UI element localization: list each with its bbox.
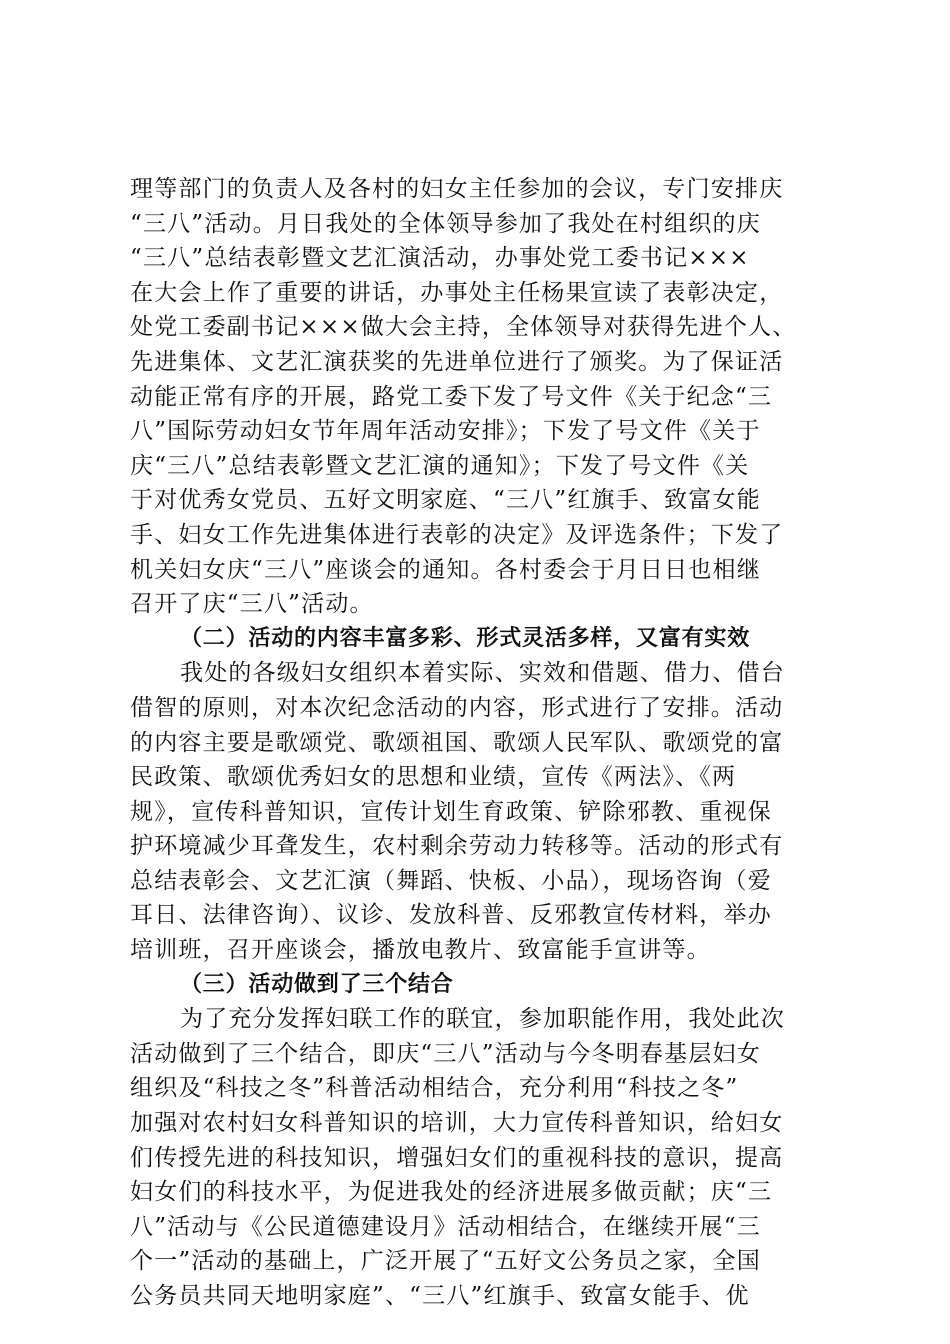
section-heading-3: （三）活动做到了三个结合 bbox=[180, 971, 454, 997]
body-line: 总结表彰会、文艺汇演（舞蹈、快板、小品），现场咨询（爱 bbox=[130, 867, 772, 894]
body-line: 借智的原则，对本次纪念活动的内容，形式进行了安排。活动 bbox=[130, 694, 784, 721]
body-line: 动能正常有序的开展，路党工委下发了号文件《关于纪念“三 bbox=[130, 383, 773, 410]
body-line: 八”活动与《公民道德建设月》活动相结合，在继续开展“三 bbox=[130, 1213, 761, 1240]
body-line: 妇女们的科技水平，为促进我处的经济进展多做贡献；庆“三 bbox=[130, 1179, 773, 1206]
body-line: “三八”总结表彰暨文艺汇演活动，办事处党工委书记××× bbox=[130, 245, 750, 272]
body-line: “三八”活动。月日我处的全体领导参加了我处在村组织的庆 bbox=[130, 210, 761, 237]
body-line: 召开了庆“三八”活动。 bbox=[130, 591, 374, 618]
body-line: 培训班，召开座谈会，播放电教片、致富能手宣讲等。 bbox=[130, 937, 711, 964]
paragraph-first-line: 我处的各级妇女组织本着实际、实效和借题、借力、借台 bbox=[180, 660, 785, 687]
body-line: 规》，宣传科普知识，宣传计划生育政策、铲除邪教、重视保 bbox=[130, 798, 772, 825]
body-line: 个一”活动的基础上，广泛开展了“五好文公务员之家，全国 bbox=[130, 1248, 761, 1275]
body-line: 们传授先进的科技知识，增强妇女们的重视科技的意识，提高 bbox=[130, 1144, 784, 1171]
paragraph-first-line: 为了充分发挥妇联工作的联宜，参加职能作用，我处此次 bbox=[180, 1006, 785, 1033]
body-line: 理等部门的负责人及各村的妇女主任参加的会议，专门安排庆 bbox=[130, 176, 784, 202]
body-line: 组织及“科技之冬”科普活动相结合，充分利用“科技之冬” bbox=[130, 1075, 739, 1102]
body-line: 八”国际劳动妇女节年周年活动安排》；下发了号文件《关于 bbox=[130, 418, 761, 445]
body-line: 手、妇女工作先进集体进行表彰的决定》及评选条件；下发了 bbox=[130, 521, 784, 548]
body-line: 加强对农村妇女科普知识的培训，大力宣传科普知识，给妇女 bbox=[130, 1110, 784, 1137]
body-line: 在大会上作了重要的讲话，办事处主任杨果宣读了表彰决定， bbox=[130, 279, 784, 306]
body-line: 处党工委副书记×××做大会主持，全体领导对获得先进个人、 bbox=[130, 314, 797, 341]
body-line: 先进集体、文艺汇演获奖的先进单位进行了颁奖。为了保证活 bbox=[130, 348, 784, 375]
body-line: 护环境减少耳聋发生，农村剩余劳动力转移等。活动的形式有 bbox=[130, 833, 784, 860]
body-line: 活动做到了三个结合，即庆“三八”活动与今冬明春基层妇女 bbox=[130, 1040, 761, 1067]
body-line: 的内容主要是歌颂党、歌颂祖国、歌颂人民军队、歌颂党的富 bbox=[130, 729, 784, 756]
section-heading-2: （二）活动的内容丰富多彩、形式灵活多样，又富有实效 bbox=[180, 625, 751, 651]
document-body bbox=[130, 172, 842, 1314]
body-line: 公务员共同天地明家庭”、“三八”红旗手、致富女能手、优 bbox=[130, 1283, 750, 1309]
body-line: 于对优秀女党员、五好文明家庭、“三八”红旗手、致富女能 bbox=[130, 487, 761, 514]
body-line: 耳日、法律咨询）、议诊、发放科普、反邪教宣传材料，举办 bbox=[130, 902, 772, 929]
body-line: 机关妇女庆“三八”座谈会的通知。各村委会于月日日也相继 bbox=[130, 556, 761, 583]
body-line: 庆“三八”总结表彰暨文艺汇演的通知》；下发了号文件《关 bbox=[130, 452, 750, 479]
body-line: 民政策、歌颂优秀妇女的思想和业绩，宣传《两法》、《两 bbox=[130, 764, 737, 791]
